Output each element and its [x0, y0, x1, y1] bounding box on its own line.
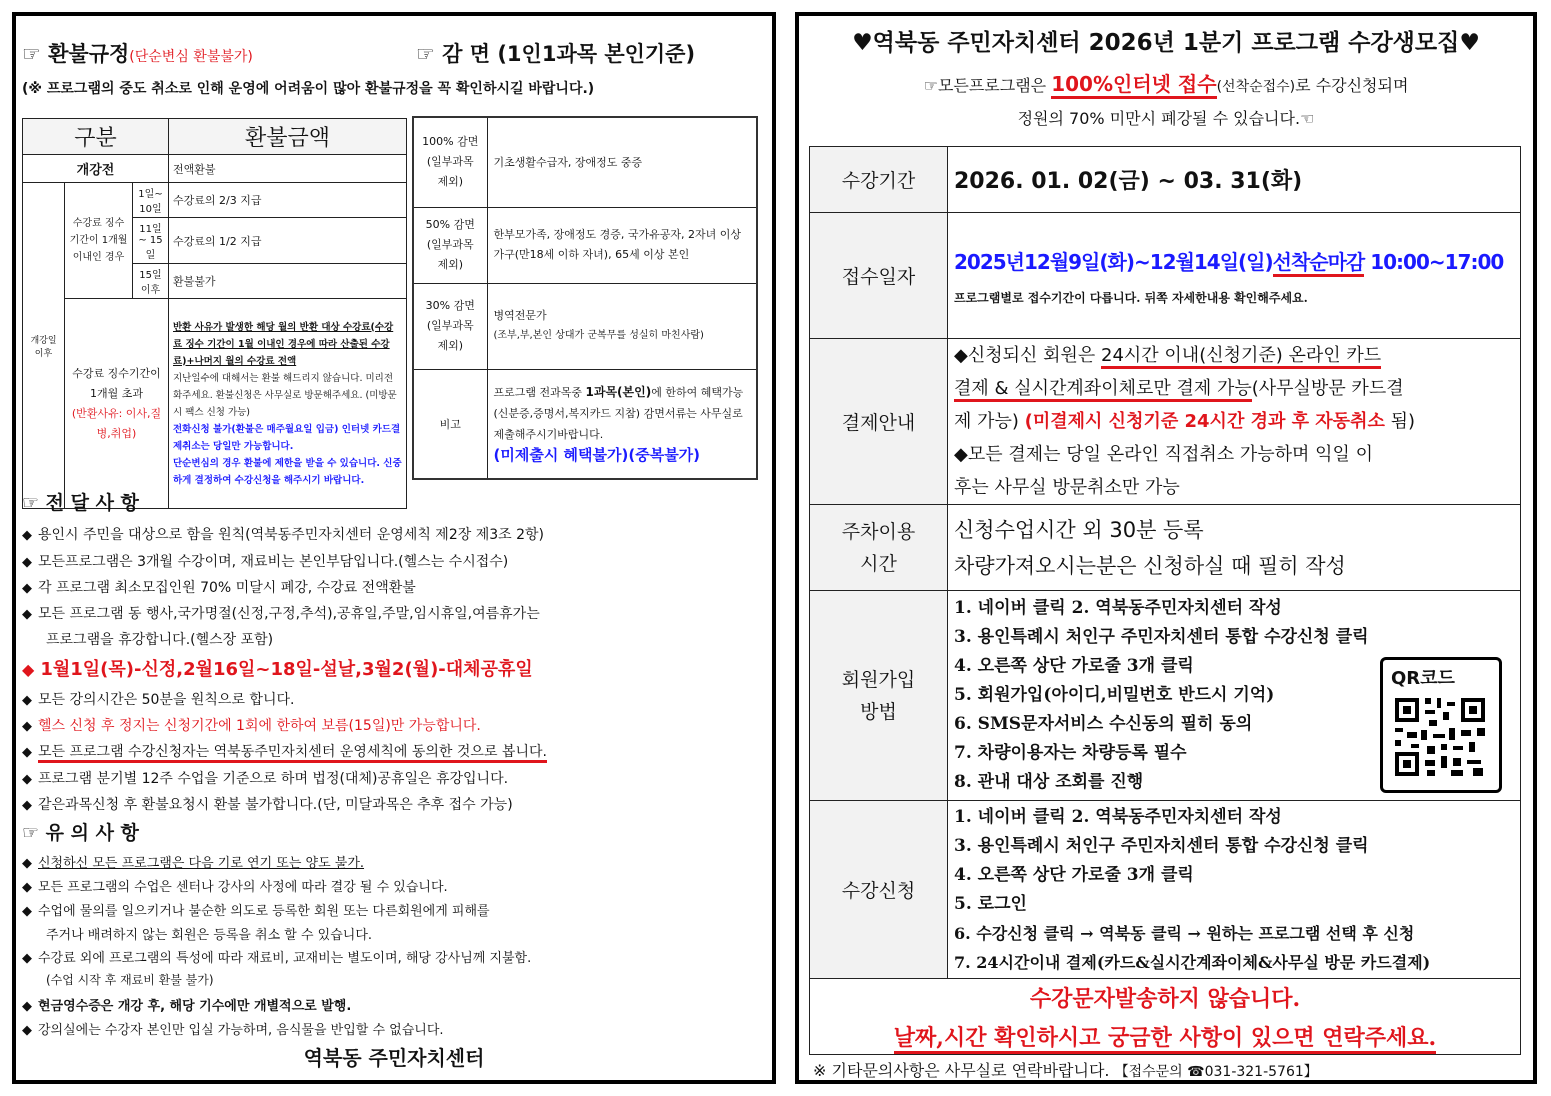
subtitle-a: ☞모든프로그램은 — [923, 76, 1052, 95]
subtitle-line2: 정원의 70% 미만시 폐강될 수 있습니다.☜ — [1017, 109, 1315, 128]
discount-r1-value: 기초생활수급자, 장애정도 중증 — [487, 117, 757, 207]
payment-label: 결제안내 — [810, 339, 948, 505]
payment-line1-b: 24시간 이내(신청기준) 온라인 카드 — [1101, 345, 1381, 369]
refund-r3-days: 15일 이후 — [133, 264, 169, 299]
notice-text: 모든 강의시간은 50분을 원칙으로 합니다. — [38, 692, 295, 708]
discount-r3-value: 병역전문가 — [493, 309, 547, 322]
discount-r2-label: 50% 감면 (일부과목 제외) — [413, 207, 487, 283]
apply-cell — [948, 801, 1521, 979]
caution-text: 현금영수증은 개강 후, 해당 기수에만 개별적으로 발행. — [38, 999, 352, 1014]
refund-long-desc1: 반환 사유가 발생한 해당 월의 반환 대상 수강료(수강료 징수 기간이 1월 이내인 경우에 따라 산출된 수강료)+나머지 월의 수강료 전액 — [173, 321, 394, 367]
payment-line1-a: ◆신청되신 회원은 — [954, 345, 1102, 366]
caution-item: ◆ 모든 프로그램의 수업은 센터나 강사의 사정에 따라 결강 될 수 있습니다. — [22, 880, 448, 895]
notice-item-cont: 프로그램을 휴강합니다.(헬스장 포함) — [46, 632, 274, 648]
signup-label-1: 회원가입 — [841, 668, 916, 691]
refund-long-desc3: 전화신청 불가(환불은 매주월요일 입금) 인터넷 카드결제취소는 당일만 가능합니다. — [173, 423, 401, 452]
refund-before-value: 전액환불 — [169, 155, 407, 183]
notice-item: ◆ 모든프로그램은 3개월 수강이며, 재료비는 본인부담입니다.(헬스는 수시접수) — [22, 554, 509, 570]
payment-line2-a: 결제 & 실시간계좌이체로만 결제 가능 — [954, 378, 1252, 402]
caution-text: 강의실에는 수강자 본인만 입실 가능하며, 음식물을 반입할 수 없습니다. — [38, 1023, 444, 1038]
refund-long-desc — [169, 299, 407, 509]
discount-r3-cell — [487, 283, 757, 369]
discount-r4-cell — [487, 369, 757, 479]
refund-heading-note: (단순변심 환불불가) — [129, 49, 253, 65]
caution-item: ◆ 강의실에는 수강자 본인만 입실 가능하며, 음식물을 반입할 수 없습니다. — [22, 1023, 444, 1038]
notice-text: 용인시 주민을 대상으로 함을 원칙(역북동주민자치센터 운영세칙 제2장 제3조 2항) — [38, 527, 545, 543]
signup-label-2: 방법 — [860, 700, 897, 723]
subtitle-c: (선착순접수) — [1216, 79, 1296, 95]
notice-text: 모든 프로그램 동 행사,국가명절(신정,구정,추석),공휴일,주말,임시휴일,여름휴가는 — [38, 606, 540, 622]
signup-step: 1. 네이버 클릭 2. 역북동주민자치센터 작성 — [954, 598, 1282, 618]
apply-step: 3. 용인특례시 처인구 주민자치센터 통합 수강신청 클릭 — [954, 835, 1369, 856]
reception-value — [954, 246, 1514, 275]
notice-holidays: ◆ 1월1일(목)-신정,2월16일~18일-설날,3월2(월)-대체공휴일 — [22, 659, 533, 680]
apply-step: 1. 네이버 클릭 2. 역북동주민자치센터 작성 — [954, 806, 1282, 827]
caution-text: 수업에 물의를 일으키거나 불순한 의도로 등록한 회원 또는 다른회원에게 피해를 — [38, 904, 490, 919]
parking-label — [810, 505, 948, 591]
parking-label-2: 시간 — [860, 552, 897, 575]
signup-step: 8. 관내 대상 조회를 진행 — [954, 772, 1144, 792]
refund-long-desc4: 단순변심의 경우 환불에 제한을 받을 수 있습니다. 신중하게 결정하여 수강신청을 해주시기 바랍니다. — [173, 457, 402, 486]
notice-text: 1월1일(목)-신정,2월16일~18일-설날,3월2(월)-대체공휴일 — [40, 659, 533, 680]
refund-long-reason: (반환사유: 이사,질병,취업) — [71, 406, 162, 440]
caution-item-cont: (수업 시작 후 재료비 환불 불가) — [46, 973, 214, 987]
left-footer: 역북동 주민자치센터 — [303, 1046, 485, 1070]
notice-item: ◆ 모든 강의시간은 50분을 원칙으로 합니다. — [22, 692, 295, 708]
signup-step: 6. SMS문자서비스 수신동의 필히 동의 — [954, 714, 1253, 734]
signup-step: 3. 용인특례시 처인구 주민자치센터 통합 수강신청 클릭 — [954, 627, 1369, 647]
caution-item: ◆ 수업에 물의를 일으키거나 불순한 의도로 등록한 회원 또는 다른회원에게 피해를 — [22, 904, 490, 919]
payment-line2 — [954, 372, 1514, 405]
warning-line2-text: 날짜,시간 확인하시고 궁금한 사항이 있으면 연락주세요. — [894, 1025, 1436, 1054]
refund-r1-value: 수강료의 2/3 지급 — [169, 183, 407, 218]
payment-line3 — [954, 405, 1514, 438]
qr-label: QR코드 — [1391, 668, 1455, 689]
refund-long-desc2: 지난일수에 대해서는 환불 해드리지 않습니다. 미리전화주세요. 환불신청은 사무실로 방문해주세요. (미방문시 팩스 신청 가능) — [173, 372, 397, 418]
warning-cell — [810, 979, 1521, 1055]
subtitle-d: 로 수강신청되며 — [1295, 76, 1409, 95]
reception-label: 접수일자 — [810, 213, 948, 339]
signup-step: 7. 차량이용자는 차량등록 필수 — [954, 743, 1187, 763]
reception-note: 프로그램별로 접수기간이 다릅니다. 뒤쪽 자세한내용 확인해주세요. — [954, 290, 1308, 305]
caution-item: ◆ 수강료 외에 프로그램의 특성에 따라 재료비, 교재비는 별도이며, 해당 강사님께 지불함. — [22, 951, 532, 966]
notice-item: ◆ 용인시 주민을 대상으로 함을 원칙(역북동주민자치센터 운영세칙 제2장 제3조 2항) — [22, 527, 545, 543]
payment-line5: 후는 사무실 방문취소만 가능 — [954, 477, 1180, 498]
caution-note: (※ 프로그램의 중도 취소로 인해 운영에 어려움이 많아 환불규정을 꼭 확인하시길 바랍니다.) — [22, 81, 595, 97]
qr-box[interactable] — [1380, 657, 1502, 793]
parking-label-1: 주차이용 — [841, 520, 916, 543]
discount-r4-value-c: 에 한하여 혜택가능(신분증,증명서,복지카드 지참) 감면서류는 사무실로 제출해주시기바랍니다. — [493, 385, 744, 441]
refund-long-label: 수강료 징수기간이 1개월 초과 — [72, 366, 161, 400]
payment-line3-a: 제 가능) — [954, 411, 1025, 432]
refund-r2-value: 수강료의 1/2 지급 — [169, 218, 407, 264]
reception-first-come: 선착순마감 — [1273, 250, 1365, 277]
notice-item: ◆ 같은과목신청 후 환불요청시 환불 불가합니다.(단, 미달과목은 추후 접수 가능) — [22, 797, 513, 813]
payment-line4: ◆모든 결제는 당일 온라인 직접취소 가능하며 익일 이 — [954, 444, 1374, 465]
refund-r3-value: 환불불가 — [169, 264, 407, 299]
discount-heading: ☞ 감 면 (1인1과목 본인기준) — [416, 42, 696, 66]
parking-line2: 차량가져오시는분은 신청하실 때 필히 작성 — [954, 553, 1346, 578]
notice-item: ◆ 헬스 신청 후 정지는 신청기간에 1회에 한하여 보름(15일)만 가능합니다. — [22, 718, 481, 734]
reception-time: 10:00~17:00 — [1364, 249, 1504, 274]
notice-text: 헬스 신청 후 정지는 신청기간에 1회에 한하여 보름(15일)만 가능합니다. — [38, 718, 481, 734]
discount-r1-label: 100% 감면 (일부과목 제외) — [413, 117, 487, 207]
notice-item: ◆ 각 프로그램 최소모집인원 70% 미달시 폐강, 수강료 전액환불 — [22, 580, 416, 596]
caution-text: 신청하신 모든 프로그램은 다음 기로 연기 또는 양도 불가. — [38, 856, 365, 871]
notice-item: ◆ 프로그램 분기별 12주 수업을 기준으로 하며 법정(대체)공휴일은 휴강입니다. — [22, 771, 509, 787]
refund-after-label: 개강일 이후 — [23, 183, 65, 509]
qr-code-icon — [1391, 694, 1489, 780]
notice-text: 모든 프로그램 수강신청자는 역북동주민자치센터 운영세칙에 동의한 것으로 봅니다. — [38, 744, 547, 763]
apply-label: 수강신청 — [810, 801, 948, 979]
notice-item: ◆ 모든 프로그램 동 행사,국가명절(신정,구정,추석),공휴일,주말,임시휴일,여름휴가는 — [22, 606, 540, 622]
right-panel — [795, 12, 1537, 1084]
refund-r2-days: 11일~ 15일 — [133, 218, 169, 264]
reception-date: 2025년12월9일(화)~12월14일(일) — [954, 249, 1273, 274]
caution-text: 수강료 외에 프로그램의 특성에 따라 재료비, 교재비는 별도이며, 해당 강사님께 지불함. — [38, 951, 532, 966]
payment-line2-b: (사무실방문 카드결 — [1251, 378, 1404, 399]
refund-heading — [22, 38, 253, 68]
discount-r2-value: 한부모가족, 장애정도 경증, 국가유공자, 2자녀 이상 가구(만18세 이하 자녀), 65세 이상 본인 — [487, 207, 757, 283]
signup-label — [810, 591, 948, 801]
footer-phone[interactable]: 【접수문의 ☎031-321-5761】 — [1114, 1064, 1318, 1080]
refund-head-category: 구분 — [23, 119, 169, 155]
caution-item: ◆ 현금영수증은 개강 후, 해당 기수에만 개별적으로 발행. — [22, 999, 352, 1014]
subtitle-b: 100%인터넷 접수 — [1051, 72, 1216, 99]
apply-step: 6. 수강신청 클릭 → 역북동 클릭 → 원하는 프로그램 선택 후 신청 — [954, 923, 1415, 943]
discount-table — [412, 116, 758, 480]
warning-line1: 수강문자발송하지 않습니다. — [1029, 985, 1301, 1012]
discount-r4-label: 비고 — [413, 369, 487, 479]
parking-cell — [948, 505, 1521, 591]
left-panel — [12, 12, 776, 1084]
reception-cell — [948, 213, 1521, 339]
discount-r3-label: 30% 감면 (일부과목 제외) — [413, 283, 487, 369]
notice-text: 모든프로그램은 3개월 수강이며, 재료비는 본인부담입니다.(헬스는 수시접수) — [38, 554, 509, 570]
right-footer — [813, 1058, 1318, 1081]
discount-r4-value-a: 프로그램 전과목중 — [493, 385, 586, 399]
caution-text: 모든 프로그램의 수업은 센터나 강사의 사정에 따라 결강 될 수 있습니다. — [38, 880, 448, 895]
discount-r3-sub: (조부,부,본인 상대가 군복무를 성실히 마친사람) — [493, 330, 704, 341]
discount-r4-value-blue: (미제출시 혜택불가)(중복불가) — [493, 445, 701, 464]
refund-heading-text: ☞ 환불규정 — [22, 42, 130, 66]
refund-r1-days: 1일~ 10일 — [133, 183, 169, 218]
notice-text: 각 프로그램 최소모집인원 70% 미달시 폐강, 수강료 전액환불 — [38, 580, 416, 596]
refund-short-label: 수강료 징수 기간이 1개월 이내인 경우 — [65, 183, 133, 299]
refund-table — [22, 118, 407, 509]
payment-line1 — [954, 339, 1514, 372]
caution-item-cont: 주거나 배려하지 않는 회원은 등록을 취소 할 수 있습니다. — [46, 928, 373, 943]
notice-item: ◆ 모든 프로그램 수강신청자는 역북동주민자치센터 운영세칙에 동의한 것으로 봅니다. — [22, 741, 547, 761]
apply-step: 5. 로그인 — [954, 893, 1027, 914]
period-value: 2026. 01. 02(금) ~ 03. 31(화) — [948, 147, 1521, 213]
payment-cell — [948, 339, 1521, 505]
parking-line1: 신청수업시간 외 30분 등록 — [954, 517, 1204, 542]
signup-step: 4. 오른쪽 상단 가로줄 3개 클릭 — [954, 656, 1194, 676]
signup-cell — [948, 591, 1521, 801]
period-label: 수강기간 — [810, 147, 948, 213]
refund-long-cell — [65, 299, 169, 509]
refund-before-label: 개강전 — [23, 155, 169, 183]
subtitle-line1 — [799, 68, 1533, 97]
refund-head-amount: 환불금액 — [169, 119, 407, 155]
apply-step: 7. 24시간이내 결제(카드&실시간계좌이체&사무실 방문 카드결제) — [954, 952, 1431, 972]
discount-r4-value-b: 1과목(본인) — [585, 384, 652, 399]
notice-text: 같은과목신청 후 환불요청시 환불 불가합니다.(단, 미달과목은 추후 접수 가능) — [38, 797, 513, 813]
cautions-heading: ☞ 유 의 사 항 — [22, 822, 139, 844]
signup-step: 5. 회원가입(아이디,비밀번호 반드시 기억) — [954, 685, 1275, 705]
footer-note: ※ 기타문의사항은 사무실로 연락바랍니다. — [813, 1061, 1110, 1080]
info-table — [809, 146, 1521, 1055]
payment-line3-c: 됨) — [1384, 411, 1415, 432]
page-title: ♥역북동 주민자치센터 2026년 1분기 프로그램 수강생모집♥ — [852, 30, 1480, 56]
payment-line3-b: (미결제시 신청기준 24시간 경과 후 자동취소 — [1024, 411, 1385, 432]
apply-step: 4. 오른쪽 상단 가로줄 3개 클릭 — [954, 864, 1194, 885]
notice-text: 프로그램 분기별 12주 수업을 기준으로 하며 법정(대체)공휴일은 휴강입니다. — [38, 771, 509, 787]
caution-item: ◆ 신청하신 모든 프로그램은 다음 기로 연기 또는 양도 불가. — [22, 856, 365, 871]
notices-heading: ☞ 전 달 사 항 — [22, 492, 139, 514]
warning-line2 — [810, 1021, 1520, 1052]
